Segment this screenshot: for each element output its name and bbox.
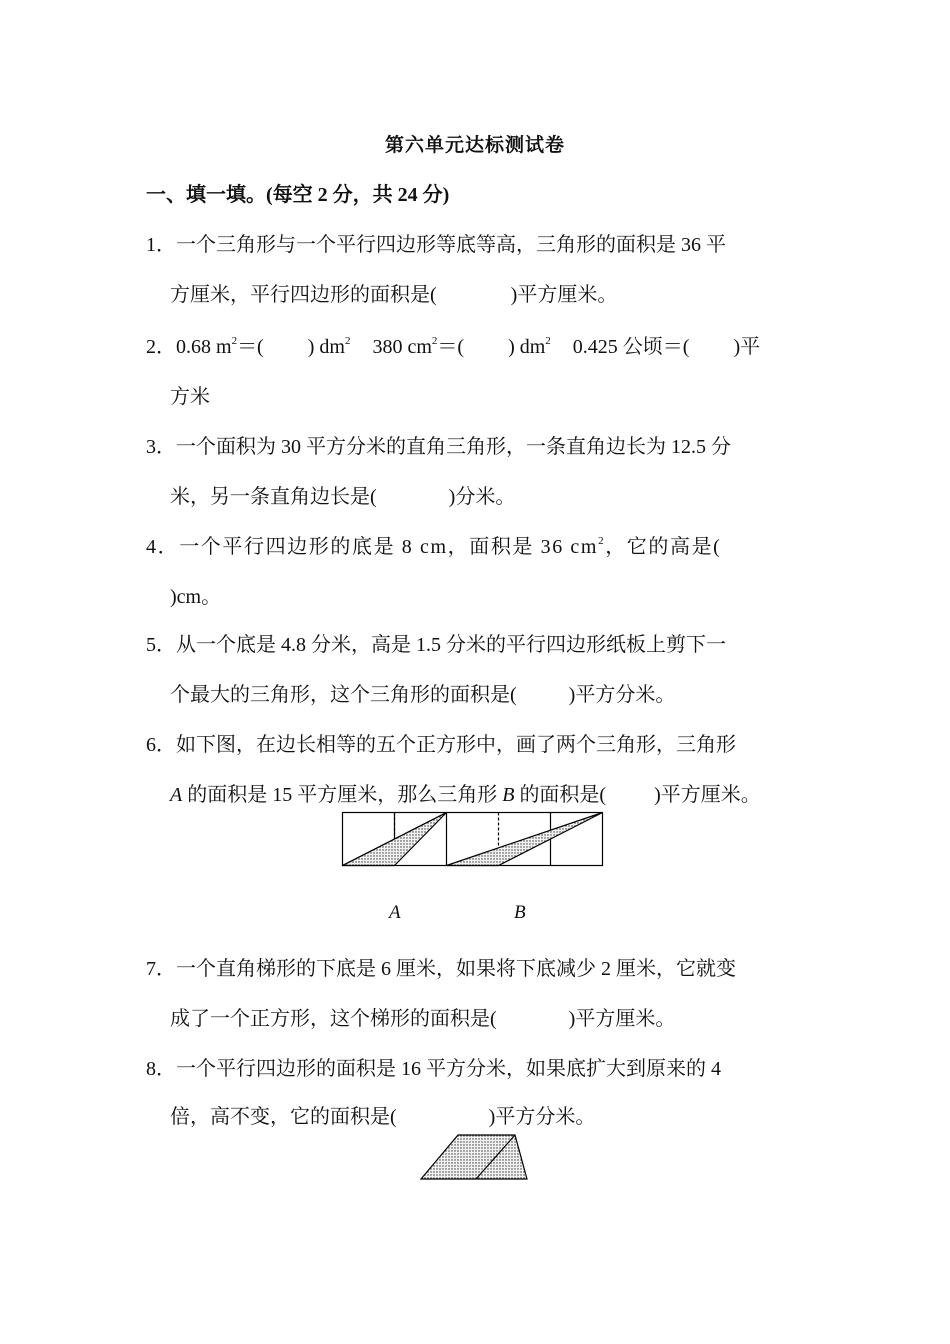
q6-text: A bbox=[170, 784, 183, 806]
q2-text: 0.425 公顷＝( bbox=[572, 336, 690, 358]
question-3-line-1: 3．一个面积为 30 平方分米的直角三角形，一条直角边长为 12.5 分 bbox=[146, 436, 731, 458]
q2-text: ＝( bbox=[237, 336, 264, 358]
q7-unit: )平方厘米。 bbox=[568, 1008, 676, 1030]
question-7-line-2 bbox=[170, 1002, 675, 1031]
question-2-line-2: 方米 bbox=[170, 386, 210, 408]
q1-text: 方厘米，平行四边形的面积是( bbox=[170, 284, 437, 306]
question-7-line-1: 7．一个直角梯形的下底是 6 厘米，如果将下底减少 2 厘米，它就变 bbox=[146, 958, 736, 980]
superscript: 2 bbox=[431, 335, 438, 347]
q3-text: 米，另一条直角边长是( bbox=[170, 486, 377, 508]
question-2-line-1 bbox=[146, 330, 760, 359]
q2-text: ＝( bbox=[437, 336, 465, 358]
section-heading: 一、填一填。(每空 2 分，共 24 分) bbox=[146, 184, 450, 206]
q6-text: B bbox=[502, 784, 515, 806]
q8-text: 倍，高不变，它的面积是( bbox=[170, 1106, 397, 1128]
q6-text: 的面积是( bbox=[514, 784, 607, 806]
page-title: 第六单元达标测试卷 bbox=[384, 135, 565, 156]
superscript: 2 bbox=[545, 335, 551, 347]
q1-unit: )平方厘米。 bbox=[510, 284, 618, 306]
question-5-line-1: 5．从一个底是 4.8 分米，高是 1.5 分米的平行四边形纸板上剪下一 bbox=[146, 634, 726, 656]
question-8-line-2 bbox=[170, 1100, 595, 1129]
q2-text: ) dm bbox=[508, 336, 546, 358]
q7-text: 成了一个正方形，这个梯形的面积是( bbox=[170, 1008, 497, 1030]
trapezoid-shape bbox=[421, 1135, 527, 1179]
question-1-line-1: 1．一个三角形与一个平行四边形等底等高，三角形的面积是 36 平 bbox=[146, 234, 726, 256]
label-b: B bbox=[514, 902, 526, 923]
q5-text: 个最大的三角形，这个三角形的面积是( bbox=[170, 684, 517, 706]
q5-unit: )平方分米。 bbox=[568, 684, 676, 706]
q6-text: 的面积是 15 平方厘米，那么三角形 bbox=[182, 784, 503, 806]
q2-text: 380 cm bbox=[372, 336, 432, 358]
question-1-line-2 bbox=[170, 278, 617, 307]
question-6-line-2 bbox=[170, 778, 761, 807]
five-squares-figure bbox=[340, 810, 606, 870]
question-6-line-1: 6．如下图，在边长相等的五个正方形中，画了两个三角形，三角形 bbox=[146, 734, 736, 756]
q8-unit: )平方分米。 bbox=[488, 1106, 596, 1128]
trapezoid-figure bbox=[418, 1132, 530, 1182]
q2-text: 2．0.68 m bbox=[146, 336, 232, 358]
q2-text: ) dm bbox=[307, 336, 345, 358]
q4-text: ，它的高是( bbox=[605, 536, 722, 558]
question-5-line-2 bbox=[170, 678, 675, 707]
q2-text: )平 bbox=[733, 336, 761, 358]
superscript: 2 bbox=[598, 535, 606, 547]
superscript: 2 bbox=[231, 335, 238, 347]
q4-text: 4．一个平行四边形的底是 8 cm，面积是 36 cm bbox=[146, 536, 599, 558]
superscript: 2 bbox=[344, 335, 351, 347]
question-3-line-2 bbox=[170, 480, 515, 509]
question-8-line-1: 8．一个平行四边形的面积是 16 平方分米，如果底扩大到原来的 4 bbox=[146, 1058, 721, 1080]
triangle-b bbox=[447, 813, 603, 866]
question-4-line-1 bbox=[146, 530, 721, 559]
label-a: A bbox=[389, 902, 401, 923]
q6-unit: )平方厘米。 bbox=[654, 784, 761, 806]
question-4-line-2: )cm。 bbox=[170, 586, 222, 608]
q3-unit: )分米。 bbox=[448, 486, 516, 508]
